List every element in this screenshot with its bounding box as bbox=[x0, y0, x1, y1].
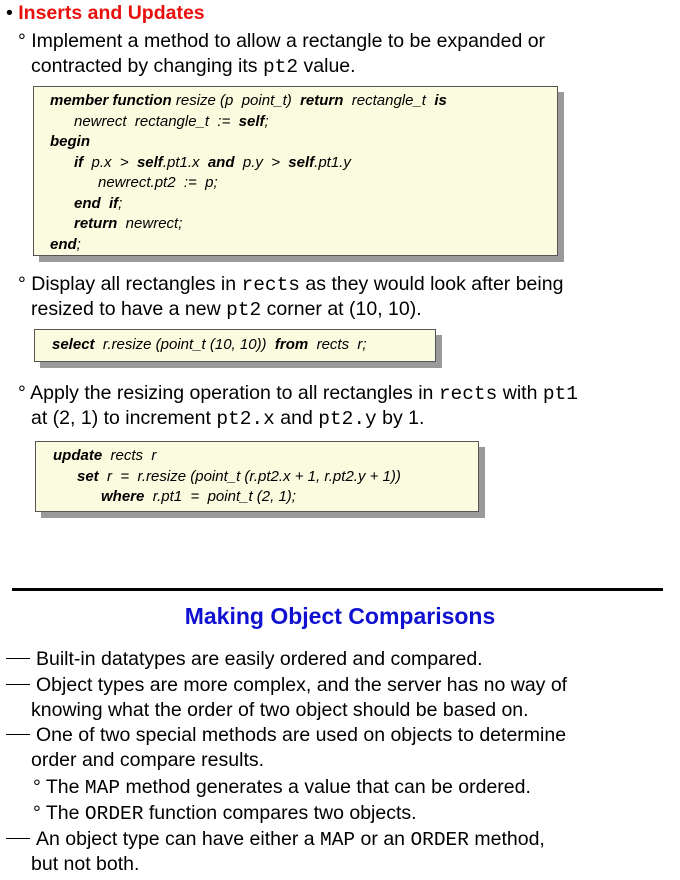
sub-bullet-icon: ° bbox=[33, 776, 41, 798]
text: Display all rectangles in bbox=[31, 273, 242, 295]
text: The bbox=[45, 776, 85, 798]
text: corner at (10, 10). bbox=[261, 298, 422, 320]
text: Built-in datatypes are easily ordered and compared. bbox=[36, 648, 483, 670]
code-line bbox=[50, 173, 557, 194]
code-rects: rects bbox=[438, 383, 498, 405]
list-item bbox=[6, 723, 566, 748]
sub-list-item bbox=[33, 801, 417, 827]
code-block-resize-method bbox=[33, 86, 558, 256]
code-pt2: pt2 bbox=[262, 56, 299, 78]
sub-list-item bbox=[33, 775, 531, 801]
code-block-select bbox=[34, 329, 436, 362]
text: at (2, 1) to increment bbox=[31, 407, 217, 429]
code-map: MAP bbox=[84, 777, 121, 799]
text: contracted by changing its bbox=[31, 55, 263, 77]
keyword: return bbox=[300, 92, 344, 109]
keyword: member function bbox=[50, 92, 172, 109]
code-line bbox=[50, 132, 557, 153]
dash-icon bbox=[6, 684, 30, 685]
code-text: r.resize (point_t (10, 10)) bbox=[94, 336, 275, 353]
keyword: end bbox=[50, 235, 77, 253]
item-3-line2 bbox=[31, 406, 424, 432]
section-heading bbox=[6, 1, 205, 26]
keyword: from bbox=[274, 336, 309, 353]
list-item-continuation: but not both. bbox=[31, 853, 140, 875]
text: and bbox=[274, 407, 319, 429]
text: value. bbox=[298, 55, 356, 77]
heading-text: Inserts and Updates bbox=[18, 2, 205, 24]
item-3-bullet: ° bbox=[18, 382, 26, 404]
text: One of two special methods are used on objects to determine bbox=[36, 724, 567, 746]
text: by 1. bbox=[376, 407, 425, 429]
dash-icon bbox=[6, 734, 30, 735]
text: with bbox=[497, 382, 543, 404]
code-text: ; bbox=[118, 194, 123, 212]
text: Object types are more complex, and the server has no way of bbox=[36, 674, 568, 696]
code-line bbox=[50, 91, 557, 112]
sub-bullet-icon: ° bbox=[33, 802, 41, 824]
code-order: ORDER bbox=[410, 829, 469, 851]
code-text: p.x > bbox=[83, 153, 137, 171]
code-text: newrect; bbox=[117, 215, 183, 232]
code-pt2x: pt2.x bbox=[216, 408, 275, 430]
code-text: ; bbox=[76, 235, 81, 253]
keyword: where bbox=[101, 488, 145, 505]
list-item-continuation: knowing what the order of two object should be based on. bbox=[31, 699, 529, 721]
text: as they would look after being bbox=[300, 273, 564, 295]
code-block-update bbox=[35, 441, 479, 512]
code-text: .pt1.x bbox=[162, 153, 208, 171]
code-rects: rects bbox=[241, 274, 301, 296]
item-1 bbox=[18, 29, 545, 54]
text: An object type can have either a bbox=[36, 828, 321, 850]
text: Apply the resizing operation to all rectangles in bbox=[30, 382, 439, 404]
text: function compares two objects. bbox=[143, 802, 417, 824]
code-line bbox=[52, 335, 435, 356]
item-1-line2 bbox=[31, 54, 356, 80]
item-2 bbox=[18, 272, 563, 298]
code-line bbox=[50, 112, 557, 133]
code-order: ORDER bbox=[84, 803, 144, 825]
text: method generates a value that can be ordered. bbox=[120, 776, 531, 798]
code-text: newrect rectangle_t := bbox=[74, 112, 239, 130]
code-text: rects r; bbox=[308, 336, 367, 353]
text: method, bbox=[468, 828, 545, 850]
code-line bbox=[50, 214, 557, 235]
code-text: r.pt1 = point_t (2, 1); bbox=[144, 488, 296, 505]
text: The bbox=[45, 802, 85, 824]
code-text: r = r.resize (point_t (r.pt2.x + 1, r.pt2.y + 1)) bbox=[98, 467, 401, 485]
list-item bbox=[6, 827, 545, 853]
keyword: end if bbox=[74, 194, 119, 212]
keyword: if bbox=[74, 153, 84, 171]
item-1-bullet: ° bbox=[18, 30, 26, 52]
code-text: newrect.pt2 := p; bbox=[98, 174, 218, 191]
heading-bullet-icon: • bbox=[6, 2, 13, 24]
dash-icon bbox=[6, 658, 30, 659]
text: resized to have a new bbox=[31, 298, 227, 320]
page-title: Making Object Comparisons bbox=[184, 603, 496, 629]
code-line bbox=[50, 153, 557, 174]
keyword: self bbox=[238, 112, 265, 130]
item-2-line2 bbox=[31, 297, 422, 323]
code-pt1: pt1 bbox=[542, 383, 578, 405]
keyword: self bbox=[136, 153, 163, 171]
code-text: p.y > bbox=[234, 153, 289, 171]
list-item bbox=[6, 673, 567, 698]
code-line bbox=[50, 235, 557, 256]
keyword: self bbox=[288, 153, 315, 171]
keyword: and bbox=[207, 153, 235, 171]
code-line bbox=[53, 446, 478, 467]
code-pt2y: pt2.y bbox=[318, 408, 377, 430]
item-3 bbox=[18, 381, 578, 407]
keyword: update bbox=[53, 447, 103, 464]
item-1-line1: Implement a method to allow a rectangle to be expanded or bbox=[31, 30, 546, 52]
code-text: rectangle_t bbox=[343, 92, 435, 109]
text: or an bbox=[355, 828, 411, 850]
code-text: ; bbox=[264, 112, 269, 130]
keyword: is bbox=[434, 92, 447, 109]
code-line bbox=[53, 467, 478, 488]
code-map: MAP bbox=[320, 829, 356, 851]
section-divider bbox=[12, 588, 663, 591]
code-text: .pt1.y bbox=[314, 153, 351, 171]
keyword: select bbox=[52, 336, 95, 353]
list-item bbox=[6, 647, 483, 672]
code-line bbox=[53, 487, 478, 508]
list-item-continuation: order and compare results. bbox=[31, 749, 265, 771]
item-2-bullet: ° bbox=[18, 273, 26, 295]
code-line bbox=[50, 194, 557, 215]
code-text: rects r bbox=[102, 447, 157, 464]
keyword: return bbox=[74, 215, 118, 232]
keyword: set bbox=[77, 467, 99, 485]
dash-icon bbox=[6, 838, 30, 839]
code-text: resize (p point_t) bbox=[171, 92, 301, 109]
keyword: begin bbox=[50, 133, 90, 150]
code-pt2: pt2 bbox=[226, 299, 262, 321]
